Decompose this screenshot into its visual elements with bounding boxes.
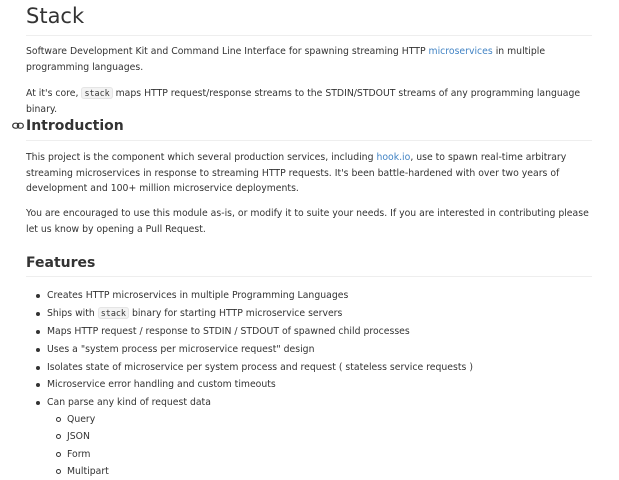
- list-item: [34, 376, 473, 394]
- link-icon[interactable]: [12, 121, 24, 131]
- list-item: [55, 411, 109, 428]
- bullet-icon: [36, 383, 40, 387]
- list-item: [34, 394, 473, 412]
- data-type-multipart: Multipart: [67, 465, 109, 477]
- circle-bullet-icon: [56, 417, 61, 422]
- description-text-start: Software Development Kit and Command Line Interface for spawning streaming HTTP: [26, 46, 429, 57]
- introduction-text-start: This project is the component which several production services, including: [26, 152, 377, 163]
- circle-bullet-icon: [56, 452, 61, 457]
- data-type-form: Form: [67, 448, 91, 460]
- circle-bullet-icon: [56, 434, 61, 439]
- feature-text: Isolates state of microservice per system process and request ( stateless service requests ): [47, 361, 473, 373]
- introduction-divider: [26, 140, 592, 141]
- feature-text: Can parse any kind of request data: [47, 397, 211, 409]
- list-item: [55, 428, 109, 445]
- bullet-icon: [36, 294, 40, 298]
- bullet-icon: [36, 312, 40, 316]
- feature-text-start: Ships with: [47, 307, 98, 319]
- list-item: [34, 305, 473, 323]
- description-paragraph: [26, 44, 592, 75]
- data-type-query: Query: [67, 414, 96, 425]
- microservices-link[interactable]: microservices: [428, 46, 493, 57]
- stack-binary-code: stack: [98, 307, 129, 319]
- list-item: [55, 446, 109, 463]
- circle-bullet-icon: [56, 469, 61, 474]
- bullet-icon: [36, 366, 40, 370]
- core-paragraph: [26, 86, 592, 117]
- feature-text: Creates HTTP microservices in multiple Programming Languages: [47, 290, 349, 301]
- introduction-heading: Introduction: [26, 118, 124, 134]
- feature-text: Maps HTTP request / response to STDIN / STDOUT of spawned child processes: [47, 325, 410, 337]
- request-data-types-list: [55, 411, 109, 480]
- bullet-icon: [36, 348, 40, 352]
- stack-code: stack: [81, 87, 112, 99]
- core-text-start: At it's core,: [26, 88, 82, 99]
- page-title: Stack: [26, 4, 85, 28]
- description-text-end: in multiple programming languages.: [26, 46, 546, 73]
- hook-io-link[interactable]: hook.io: [376, 152, 411, 163]
- features-heading: Features: [26, 255, 96, 271]
- bullet-icon: [36, 330, 40, 334]
- list-item: [34, 287, 473, 305]
- list-item: [34, 323, 473, 341]
- list-item: [34, 341, 473, 359]
- features-list: [34, 287, 473, 412]
- feature-text-end: binary for starting HTTP microservice servers: [128, 307, 343, 319]
- introduction-text-end: , use to spawn real-time arbitrary streaming microservices in response to streaming HTTP requests. It's been battle-hardened with over two years of development and 100+ million microservice deployments.: [26, 152, 567, 194]
- bullet-icon: [36, 401, 40, 405]
- list-item: [55, 463, 109, 480]
- features-divider: [26, 276, 592, 277]
- title-divider: [26, 35, 592, 36]
- data-type-json: JSON: [67, 431, 90, 443]
- list-item: [34, 359, 473, 377]
- core-text-end: maps HTTP request/response streams to the STDIN/STDOUT streams of any programming language binary.: [26, 88, 581, 115]
- feature-text: Uses a "system process per microservice request" design: [47, 343, 315, 355]
- introduction-paragraph: [26, 150, 592, 197]
- contribution-paragraph: You are encouraged to use this module as-is, or modify it to suite your needs. If you are interested in contributing please let us know by opening a Pull Request.: [26, 208, 589, 235]
- feature-text: Microservice error handling and custom timeouts: [47, 379, 276, 391]
